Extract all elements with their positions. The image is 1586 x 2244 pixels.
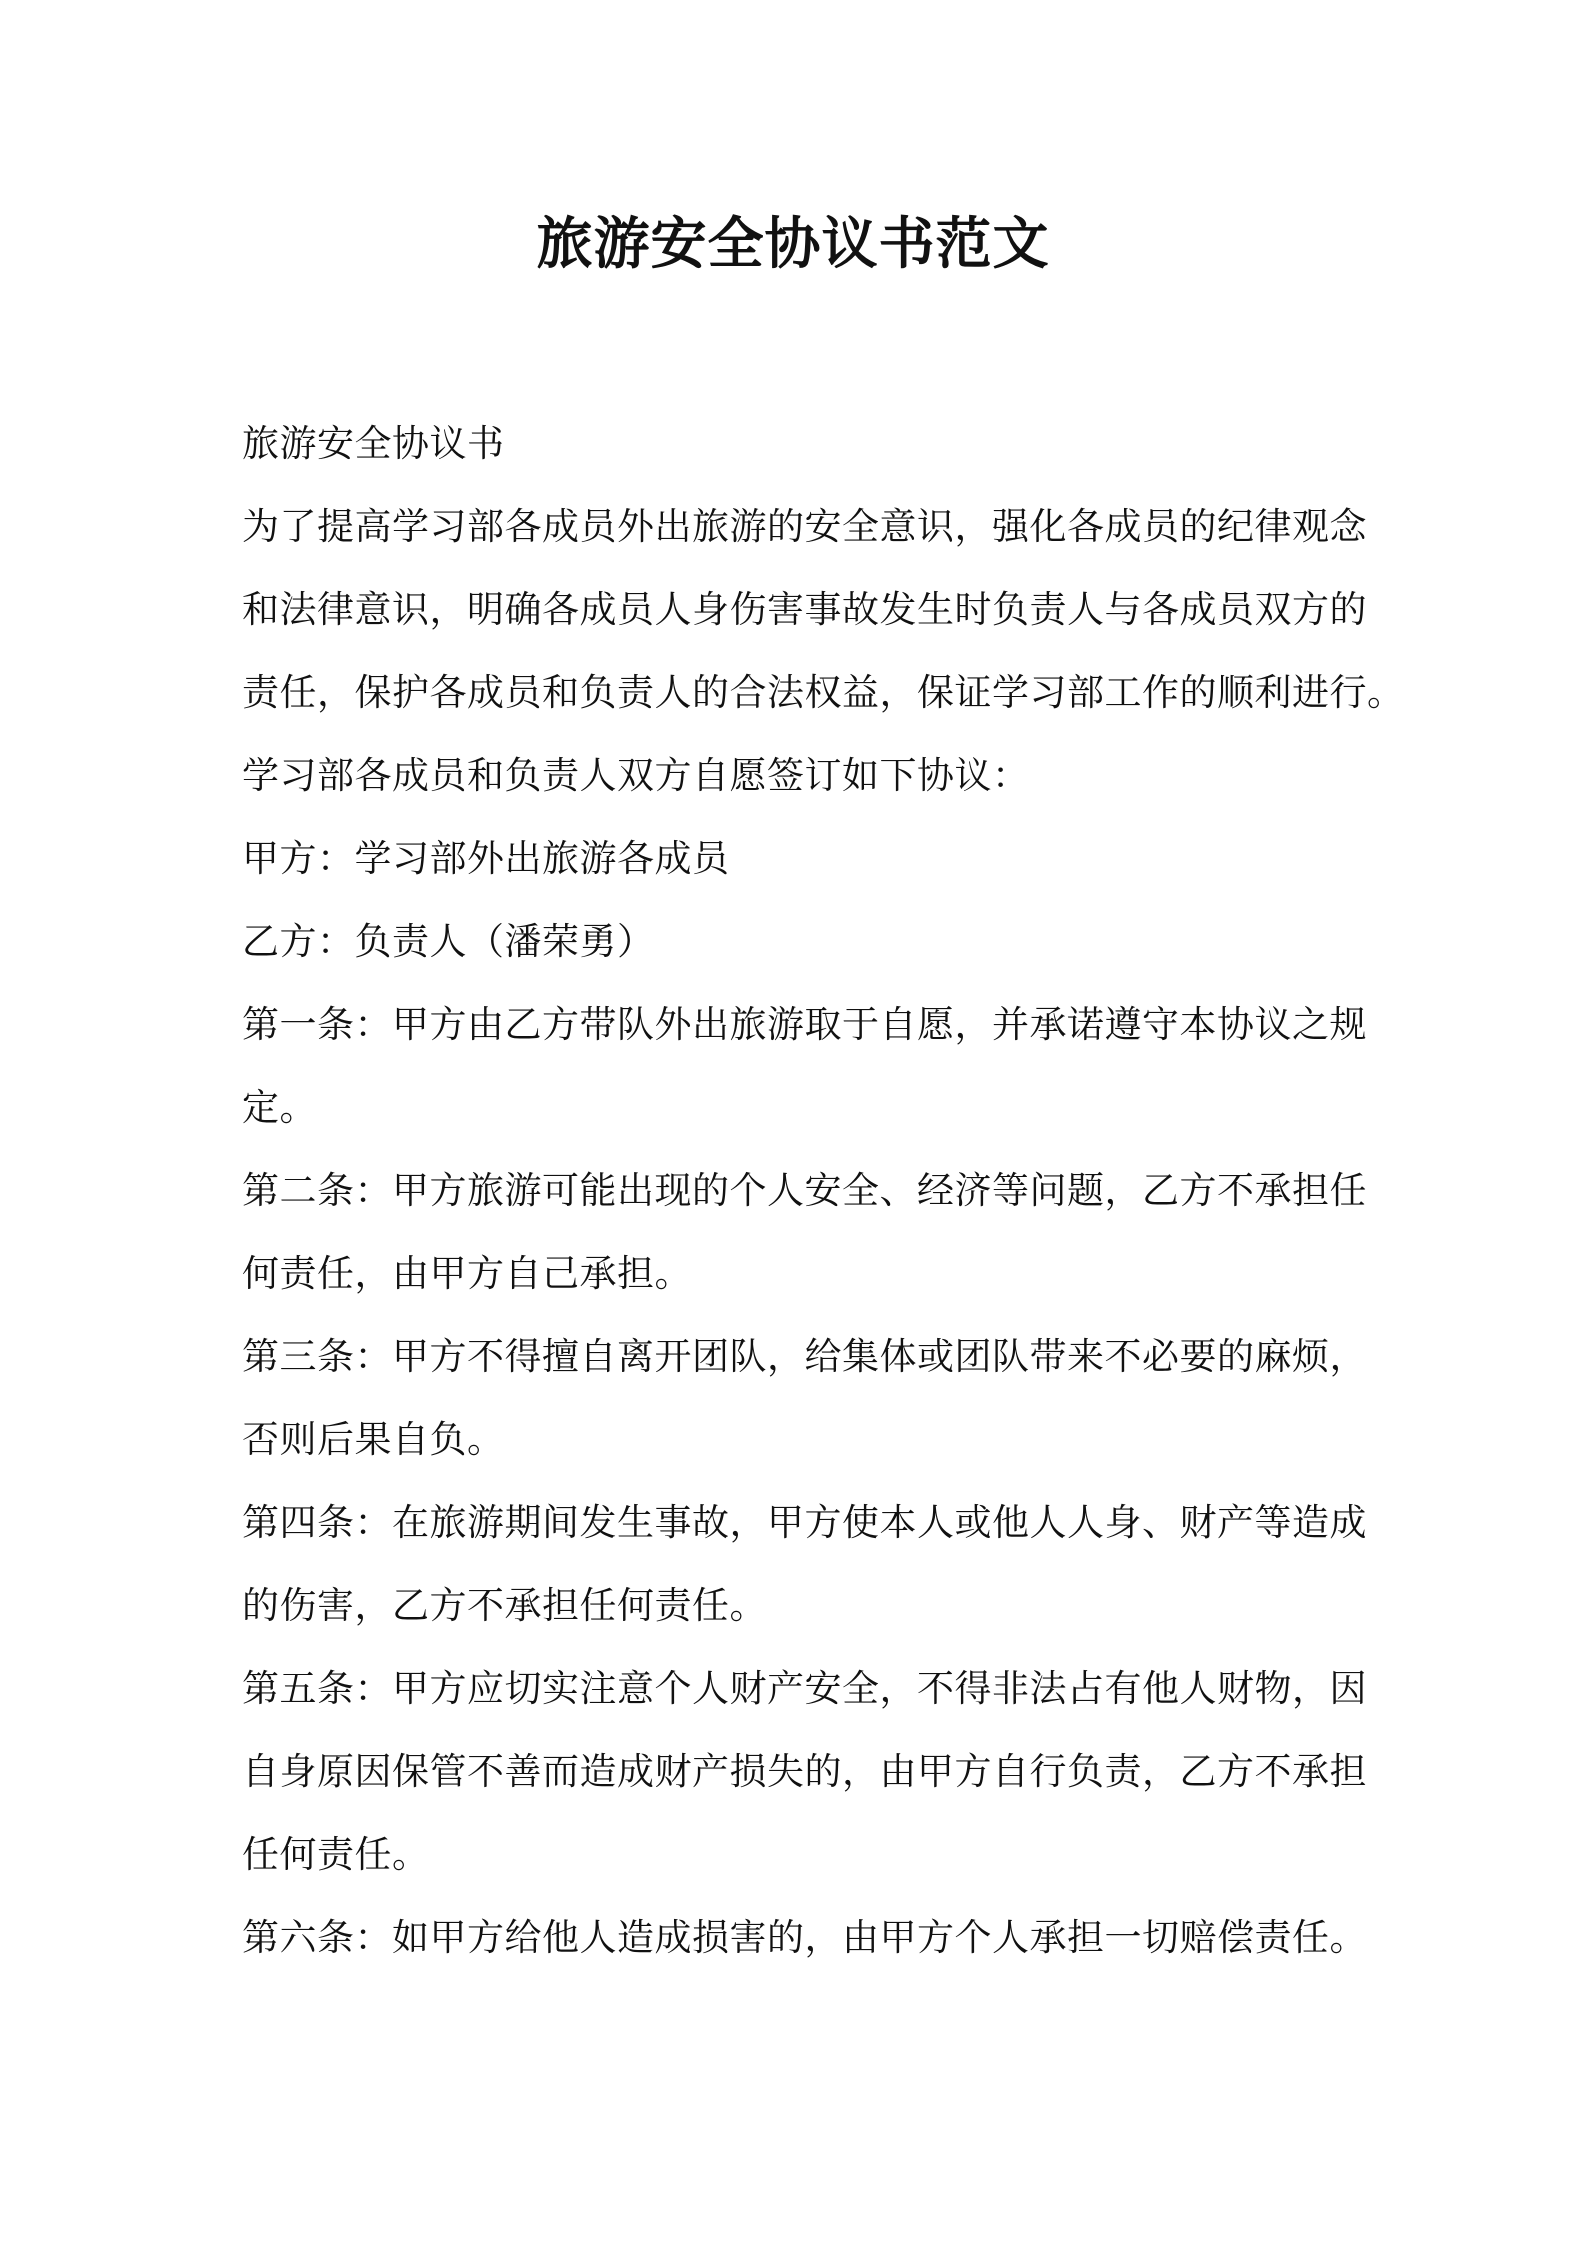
- document-body: [242, 402, 1405, 1979]
- doc-line: 责任，保护各成员和负责人的合法权益，保证学习部工作的顺利进行。: [242, 671, 1405, 714]
- doc-line: 第二条：甲方旅游可能出现的个人安全、经济等问题，乙方不承担任: [242, 1169, 1367, 1212]
- doc-line: 的伤害，乙方不承担任何责任。: [242, 1584, 767, 1627]
- doc-line: 自身原因保管不善而造成财产损失的，由甲方自行负责，乙方不承担: [242, 1750, 1367, 1793]
- doc-line: 学习部各成员和负责人双方自愿签订如下协议：: [242, 754, 1030, 797]
- doc-line: 和法律意识，明确各成员人身伤害事故发生时负责人与各成员双方的: [242, 588, 1367, 631]
- doc-line: 为了提高学习部各成员外出旅游的安全意识，强化各成员的纪律观念: [242, 505, 1367, 548]
- doc-line: 第五条：甲方应切实注意个人财产安全，不得非法占有他人财物，因: [242, 1667, 1367, 1710]
- doc-line: 第三条：甲方不得擅自离开团队，给集体或团队带来不必要的麻烦，: [242, 1335, 1367, 1378]
- doc-line: 乙方：负责人（潘荣勇）: [242, 920, 655, 963]
- doc-line: 第一条：甲方由乙方带队外出旅游取于自愿，并承诺遵守本协议之规: [242, 1003, 1367, 1046]
- doc-line: 第六条：如甲方给他人造成损害的，由甲方个人承担一切赔偿责任。: [242, 1916, 1367, 1959]
- doc-line: 任何责任。: [242, 1833, 430, 1876]
- doc-line: 否则后果自负。: [242, 1418, 505, 1461]
- doc-line: 第四条：在旅游期间发生事故，甲方使本人或他人人身、财产等造成: [242, 1501, 1367, 1544]
- page-title: 旅游安全协议书范文: [536, 212, 1050, 277]
- doc-line: 旅游安全协议书: [242, 422, 505, 465]
- doc-line: 何责任，由甲方自己承担。: [242, 1252, 692, 1295]
- doc-line: 定。: [242, 1086, 317, 1129]
- doc-line: 甲方：学习部外出旅游各成员: [242, 837, 730, 880]
